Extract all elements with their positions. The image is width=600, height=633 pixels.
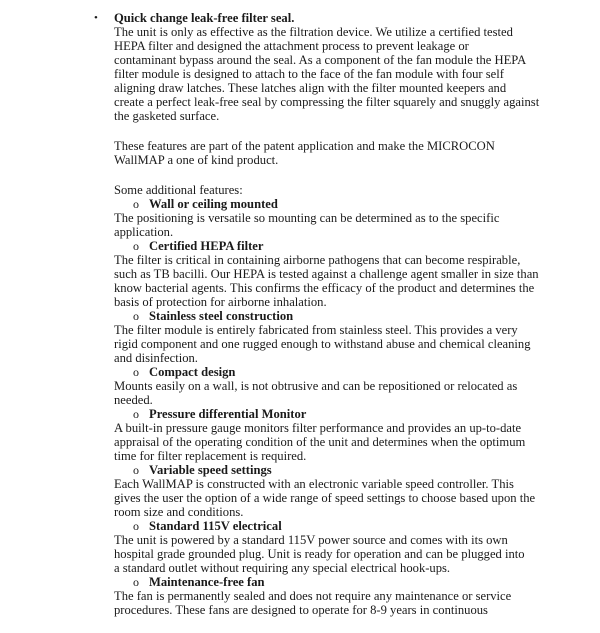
feature-line: The filter is critical in containing airborne pathogens that can become respirable, bbox=[114, 253, 521, 267]
feature-title: Wall or ceiling mounted bbox=[149, 197, 278, 211]
feature-line: and disinfection. bbox=[114, 351, 198, 365]
feature-line: The positioning is versatile so mounting can be determined as to the specific bbox=[114, 211, 500, 225]
feature-title: Pressure differential Monitor bbox=[149, 407, 307, 421]
feature-line: hospital grade grounded plug. Unit is ready for operation and can be plugged into bbox=[114, 547, 525, 561]
feature-line: such as TB bacilli. Our HEPA is tested against a challenge agent smaller in size than bbox=[114, 267, 539, 281]
feature-bullet: o bbox=[133, 239, 139, 253]
feature-line: needed. bbox=[114, 393, 153, 407]
body-line: aligning draw latches. These latches align with the filter mounted keepers and bbox=[114, 81, 507, 95]
feature-line: The unit is powered by a standard 115V power source and comes with its own bbox=[114, 533, 508, 547]
body-line: contaminant bypass around the seal. As a component of the fan module the HEPA bbox=[114, 53, 527, 67]
feature-line: room size and conditions. bbox=[114, 505, 244, 519]
feature-title: Maintenance-free fan bbox=[149, 575, 265, 589]
feature-line: Each WallMAP is constructed with an electronic variable speed controller. This bbox=[114, 477, 514, 491]
body-line: The unit is only as effective as the filtration device. We utilize a certified tested bbox=[114, 25, 513, 39]
feature-line: time for filter replacement is required. bbox=[114, 449, 307, 463]
feature-bullet: o bbox=[133, 575, 139, 589]
feature-title: Standard 115V electrical bbox=[149, 519, 282, 533]
body-line: filter module is designed to attach to the face of the fan module with four self bbox=[114, 67, 504, 81]
main-heading: Quick change leak-free filter seal. bbox=[114, 11, 295, 25]
feature-bullet: o bbox=[133, 407, 139, 421]
feature-line: procedures. These fans are designed to operate for 8-9 years in continuous bbox=[114, 603, 488, 617]
feature-bullet: o bbox=[133, 309, 139, 323]
main-bullet-symbol: • bbox=[94, 12, 98, 24]
feature-title: Compact design bbox=[149, 365, 236, 379]
feature-bullet: o bbox=[133, 463, 139, 477]
feature-title: Variable speed settings bbox=[149, 463, 272, 477]
feature-line: application. bbox=[114, 225, 174, 239]
feature-line: The filter module is entirely fabricated from stainless steel. This provides a very bbox=[114, 323, 518, 337]
feature-line: know bacterial agents. This confirms the efficacy of the product and determines the bbox=[114, 281, 535, 295]
additional-features-intro: Some additional features: bbox=[114, 183, 243, 197]
feature-line: A built-in pressure gauge monitors filter performance and provides an up-to-date bbox=[114, 421, 522, 435]
feature-line: Mounts easily on a wall, is not obtrusive and can be repositioned or relocated as bbox=[114, 379, 518, 393]
feature-line: a standard outlet without requiring any special electrical hook-ups. bbox=[114, 561, 451, 575]
feature-line: gives the user the option of a wide range of speed settings to choose based upon the bbox=[114, 491, 536, 505]
feature-bullet: o bbox=[133, 197, 139, 211]
patent-line: These features are part of the patent application and make the MICROCON bbox=[114, 139, 495, 153]
body-line: create a perfect leak-free seal by compressing the filter squarely and snuggly against bbox=[114, 95, 540, 109]
feature-title: Certified HEPA filter bbox=[149, 239, 264, 253]
body-line: HEPA filter and designed the attachment process to prevent leakage or bbox=[114, 39, 469, 53]
feature-bullet: o bbox=[133, 365, 139, 379]
feature-line: The fan is permanently sealed and does not require any maintenance or service bbox=[114, 589, 512, 603]
feature-line: basis of protection for airborne inhalation. bbox=[114, 295, 327, 309]
feature-line: rigid component and one rugged enough to withstand abuse and chemical cleaning bbox=[114, 337, 531, 351]
feature-bullet: o bbox=[133, 519, 139, 533]
feature-title: Stainless steel construction bbox=[149, 309, 294, 323]
body-line: the gasketed surface. bbox=[114, 109, 220, 123]
feature-line: appraisal of the operating condition of the unit and determines when the optimum bbox=[114, 435, 526, 449]
patent-line: WallMAP a one of kind product. bbox=[114, 153, 279, 167]
